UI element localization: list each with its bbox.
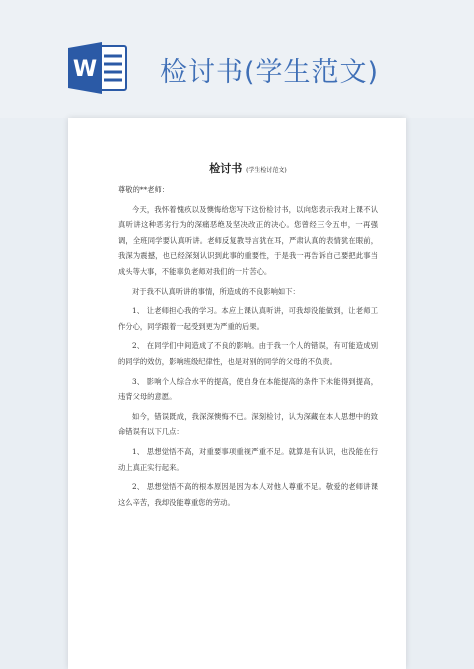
document-heading <box>118 160 378 176</box>
heading-sub: (学生检讨范文) <box>246 167 287 174</box>
document-page <box>68 118 406 669</box>
salutation: 尊敬的**老师： <box>118 185 170 194</box>
document-body <box>118 160 378 514</box>
paragraph: 如今，错误既成，我深深懊悔不已。深刻检讨，认为深藏在本人思想中的致命错误有以下几点： <box>118 411 378 437</box>
heading-main: 检讨书 <box>209 162 243 175</box>
list-item: 1、 让老师担心我的学习。本应上课认真听讲，可我却没能做到，让老师工作分心，同学跟着一起受到更为严重的后果。 <box>118 306 378 331</box>
paragraph: 今天，我怀着愧疚以及懊悔给您写下这份检讨书，以向您表示我对上课不认真听讲这种恶劣行为的深痛恶绝及坚决改正的决心。您曾经三令五申，一再强调，全班同学要认真听讲。老师反复教导言犹在耳，严肃认真的表情犹在眼前，我深为震撼，也已经深刻认识到此事的重要性，于是我一再告诉自己要把此事当成头等大事，不能辜负老师对我们的一片苦心。 <box>118 204 378 276</box>
word-icon <box>68 40 130 96</box>
list-item: 1、 思想觉悟不高，对重要事项重视严重不足。就算是有认识，也没能在行动上真正实行起来。 <box>118 446 378 472</box>
header-banner <box>0 0 474 118</box>
paragraph: 对于我不认真听讲的事情，所造成的不良影响如下： <box>132 286 300 296</box>
list-item: 3、 影响个人综合水平的提高，使自身在本能提高的条件下未能得到提高，违背父母的意愿。 <box>118 376 378 402</box>
list-item: 2、 在同学们中间造成了不良的影响。由于我一个人的错误，有可能造成别的同学的效仿，影响班级纪律性，也是对别的同学的父母的不负责。 <box>118 341 378 366</box>
word-logo-letter: W <box>72 57 98 82</box>
list-item: 2、 思想觉悟不高的根本原因是因为本人对他人尊重不足。敬爱的老师讲课这么辛苦，我却没能尊重您的劳动。 <box>118 482 378 507</box>
page-title: 检讨书(学生范文) <box>160 57 380 88</box>
